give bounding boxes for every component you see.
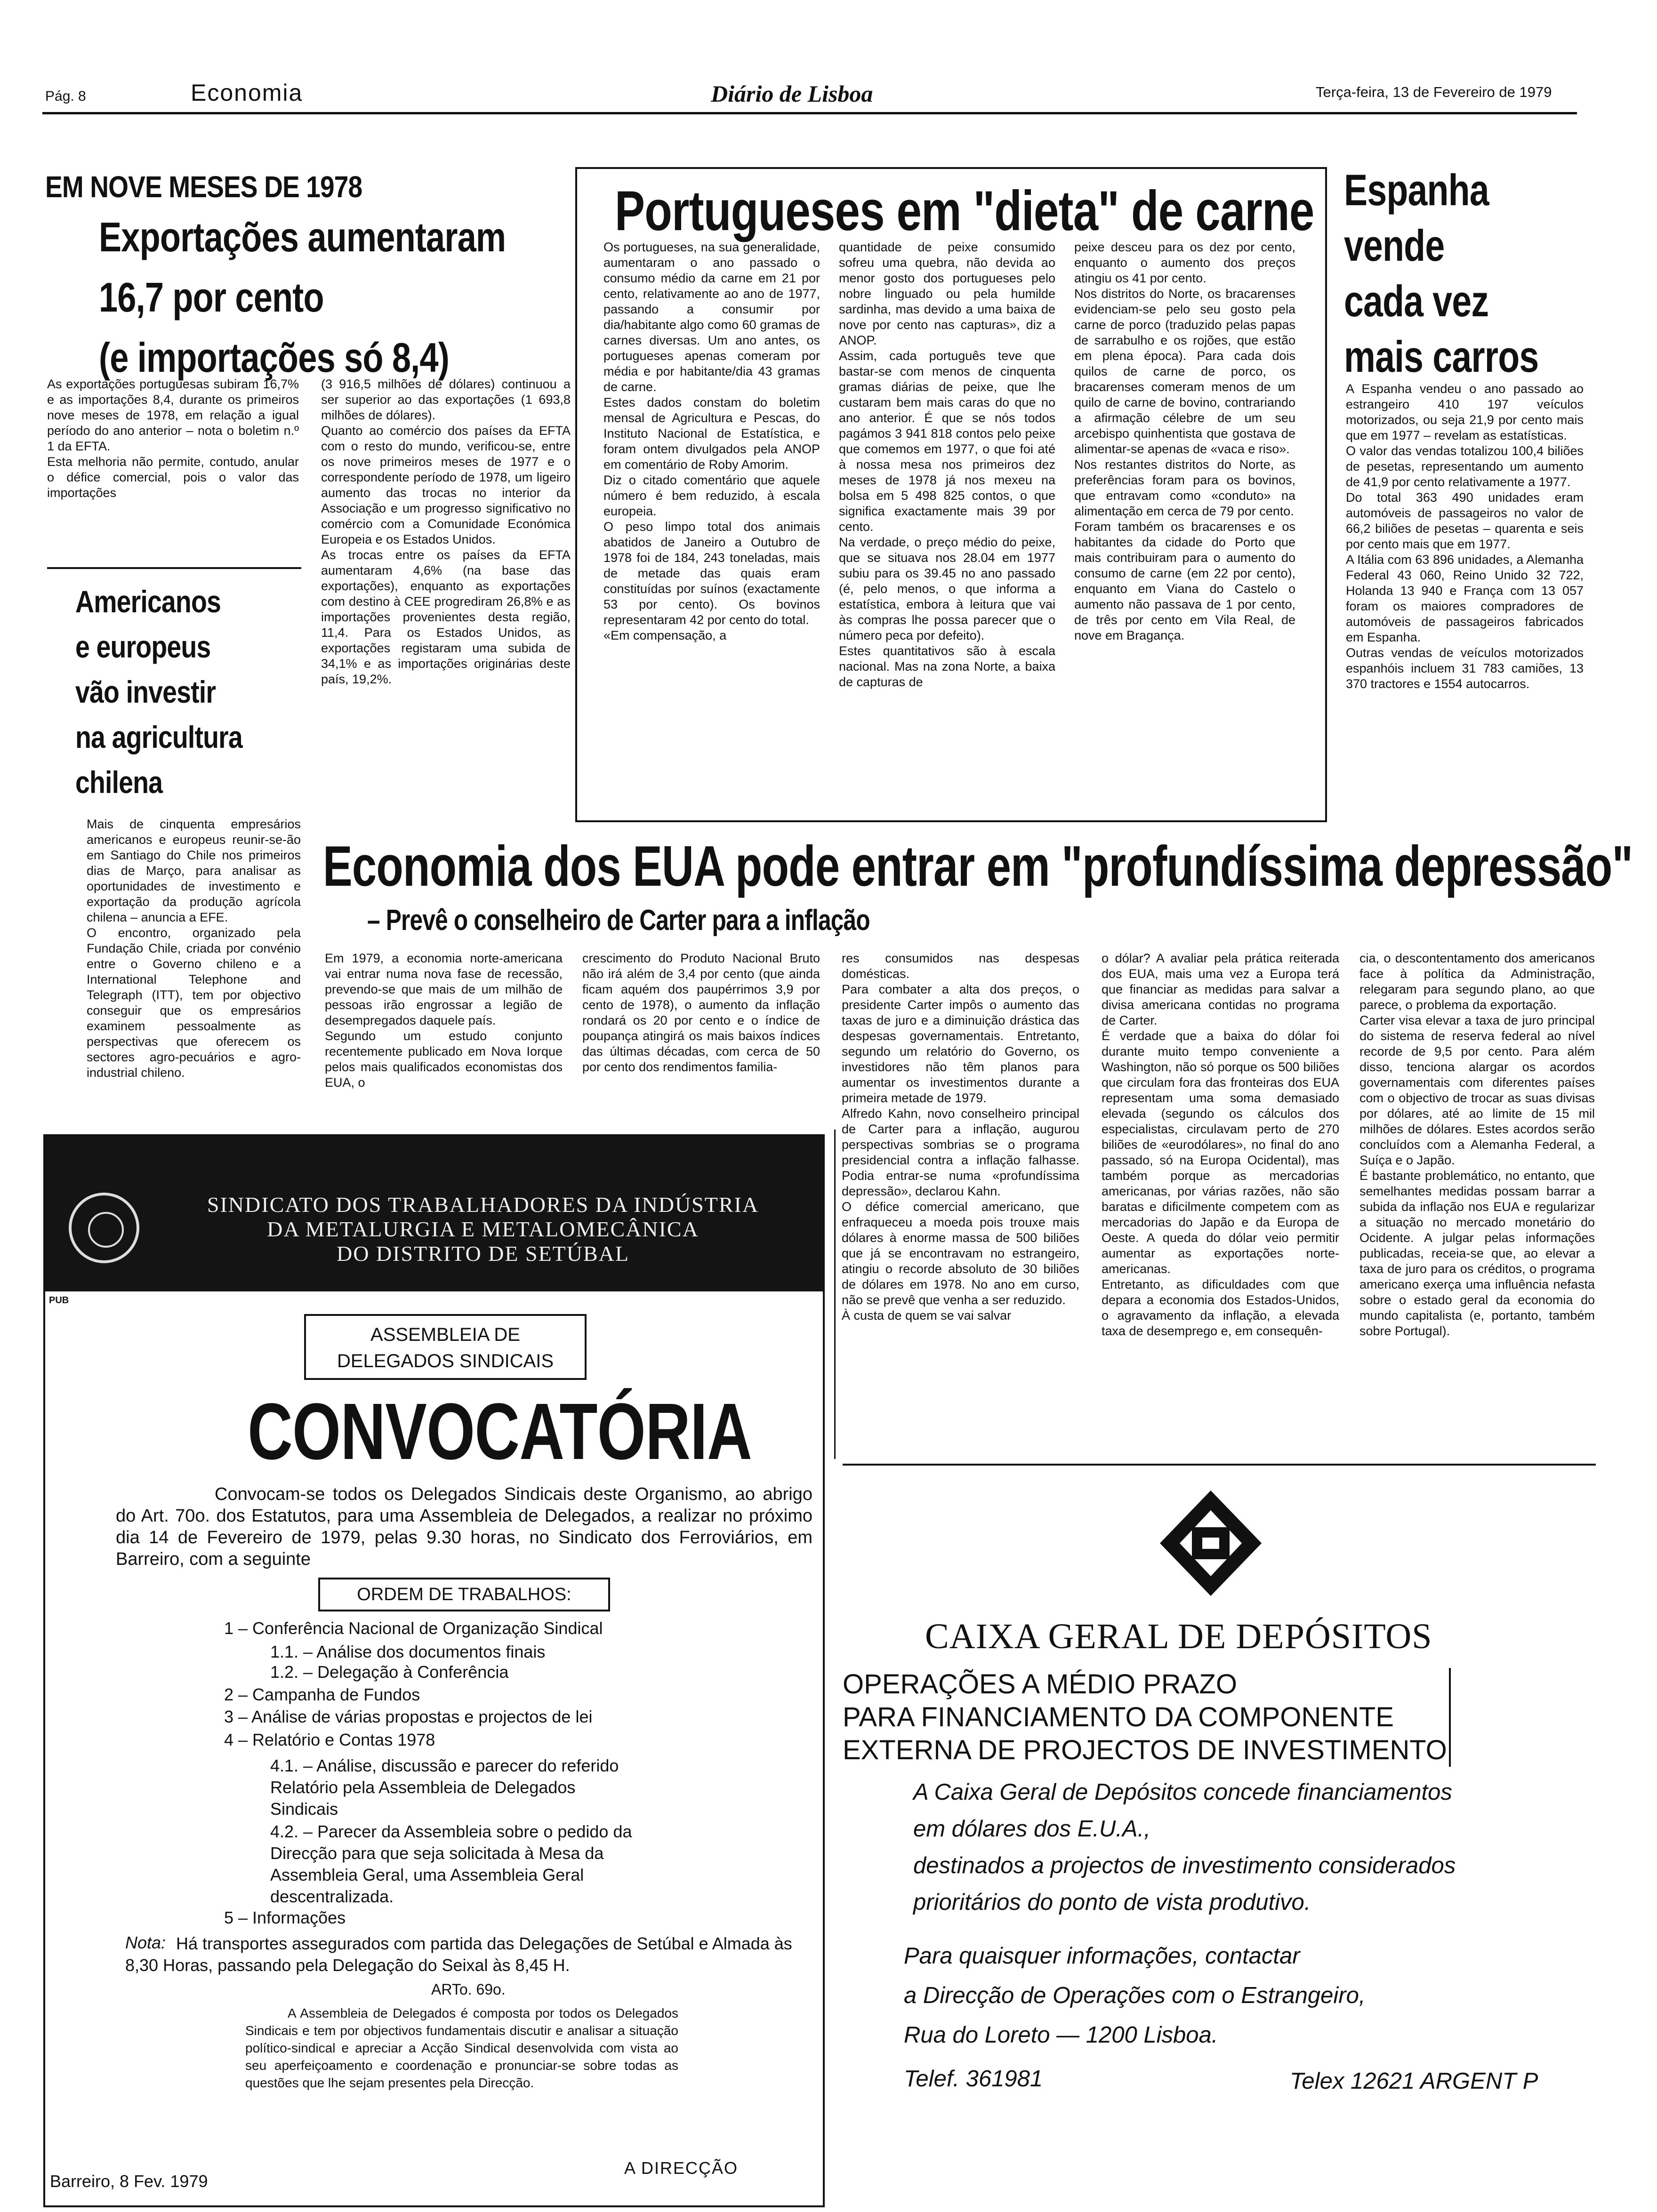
exports-divider: [47, 567, 301, 569]
signature: A DIRECÇÃO: [624, 2158, 739, 2178]
americans-headline: Americanos e europeus vão investir na agricultura chilena: [75, 584, 242, 800]
usa-column-1: Em 1979, a economia norte-americana vai entrar numa nova fase de recessão, prevendo-se que mais de um milhão de pessoas irão engrossar a legião de desempregados daquele país. Segundo um estudo conjunto recentemente publicado em Nova Iorque pelos mais qualificados economistas dos EUA, o: [325, 951, 563, 1090]
issue-date: Terça-feira, 13 de Fevereiro de 1979: [1316, 84, 1552, 100]
usa-column-3: res consumidos nas despesas domésticas. Para combater a alta dos preços, o presidente Carter impôs o aumento das taxas de juro e a diminuição drástica das despesas governamentais. Entretanto, segundo um relatório do Governo, os investidores não têm planos para aumentar os investimentos durante a primeira metade de 1979. Alfredo Kahn, novo conselheiro principal de Carter para a inflação, augurou perspectivas sombrias se o programa presidencial contra a inflação falhasse. Podia entrar-se numa «profundíssima depressão», declarou Kahn. O défice comercial americano, que enfraqueceu a moeda pois trouxe mais dólares à enorme massa de 500 biliões que já se encontravam no estrangeiro, atingiu o recorde absoluto de 30 biliões de dólares em 1978. No ano em curso, não se prevê que venha a ser reduzido. À custa de quem se vai salvar: [842, 951, 1079, 1322]
cgd-name: CAIXA GERAL DE DEPÓSITOS: [925, 1617, 1432, 1656]
note-label: Nota:: [125, 1933, 166, 1952]
agenda-item: 1 – Conferência Nacional de Organização Sindical: [224, 1619, 603, 1638]
usa-column-2: crescimento do Produto Nacional Bruto não irá além de 3,4 por cento (que ainda ficam aquém dos paupérrimos 3,9 por cento de 1978), o aumento da inflação rondará os 20 por cento e o índice de poupança atingirá os mais baixos índices das últimas décadas, com cerca de 50 por cento dos rendimentos familia-: [582, 951, 820, 1074]
usa-headline: Economia dos EUA pode entrar em "profundíssima depressão": [323, 834, 1633, 898]
cgd-headline: OPERAÇÕES A MÉDIO PRAZO PARA FINANCIAMENTO DA COMPONENTE EXTERNA DE PROJECTOS DE INVESTIMENTO: [843, 1668, 1451, 1767]
masthead: Diário de Lisboa: [711, 80, 873, 107]
exports-headline: Exportações aumentaram 16,7 por cento (e importações só 8,4): [99, 214, 506, 381]
exports-column-2: (3 916,5 milhões de dólares) continuou a ser superior ao das exportações (1 693,8 milhões de dólares). Quanto ao comércio dos países da EFTA com o resto do mundo, verificou-se, entre os nove primeiros meses de 1977 e o correspondente período de 1978, um ligeiro aumento das trocas no interior da Associação e um progresso significativo no comércio com a Comunidade Económica Europeia e os Estados Unidos. As trocas entre os países da EFTA aumentaram 4,6% (na base das exportações), enquanto as exportações com destino à CEE progrediram 26,8% e as importações provenientes desta região, 11,4. Para os Estados Unidos, as exportações registaram uma subida de 34,1% e as importações originárias deste país, 19,2%.: [321, 377, 571, 686]
agenda-item: 4 – Relatório e Contas 1978: [224, 1730, 435, 1749]
agenda-item: 1.1. – Análise dos documentos finais: [270, 1642, 546, 1661]
union-name: SINDICATO DOS TRABALHADORES DA INDÚSTRIA DA METALURGIA E METALOMECÂNICA DO DISTRITO DE SETÚBAL: [207, 1193, 759, 1266]
americans-body: Mais de cinquenta empresários americanos e europeus reunir-se-ão em Santiago do Chile nos primeiros dias de Março, para analisar as oportunidades de investimento e exportação da produção agrícola chilena – anuncia a EFE. O encontro, organizado pela Fundação Chile, criada por convénio entre o Governo chileno e a International Telephone and Telegraph (ITT), tem por objectivo conseguir que os empresários examinem pessoalmente as perspectivas que oferecem os sectores agro-pecuários e agro-industrial chileno.: [87, 817, 301, 1080]
union-banner: [45, 1136, 823, 1291]
agenda-item: 4.1. – Análise, discussão e parecer do referido Relatório pela Assembleia de Delegados Sindicais: [270, 1756, 619, 1819]
pub-label: PUB: [49, 1295, 69, 1306]
usa-subtitle: – Prevê o conselheiro de Carter para a inflação: [367, 904, 870, 937]
agenda-item: 5 – Informações: [224, 1908, 346, 1927]
exports-kicker: EM NOVE MESES DE 1978: [45, 170, 362, 204]
cgd-logo-icon: [1154, 1487, 1267, 1600]
column-rule: [834, 1130, 836, 1459]
article-69-title: ARTo. 69o.: [431, 1981, 506, 1998]
place-date: Barreiro, 8 Fev. 1979: [50, 2172, 208, 2191]
cgd-telex: Telex 12621 ARGENT P: [1290, 2068, 1538, 2094]
agenda-item: 2 – Campanha de Fundos: [224, 1685, 420, 1704]
union-ad: [43, 1134, 825, 2207]
exports-column-1: As exportações portuguesas subiram 16,7% e as importações 8,4, durante os primeiros nove meses de 1978, em relação a igual período do ano anterior – nota o boletim n.º 1 da EFTA. Esta melhoria não permite, contudo, anular o défice comercial, pois o valor das importações: [47, 377, 299, 500]
usa-column-4: o dólar? A avaliar pela prática reiterada dos EUA, mais uma vez a Europa terá que financiar as medidas para salvar a divisa americana contidas no programa de Carter. É verdade que a baixa do dólar foi durante muito tempo conveniente a Washington, não só porque os 500 biliões que circulam fora das fronteiras dos EUA representam uma soma demasiado elevada (segundo os cálculos dos especialistas, circulavam perto de 270 biliões de «eurodólares», no final do ano passado, só na Europa Ocidental), mas também porque as mercadorias americanas, por várias razões, não são baratas e dificilmente competem com as mercadorias do Japão e da Europa de Oeste. A queda do dólar veio permitir aumentar as exportações norte-americanas. Entretanto, as dificuldades com que depara a economia dos Estados-Unidos, o agravamento da inflação, a elevada taxa de desemprego e, em consequên-: [1102, 951, 1339, 1338]
assembly-box: ASSEMBLEIA DE DELEGADOS SINDICAIS: [304, 1314, 587, 1380]
agenda-item: 1.2. – Delegação à Conferência: [270, 1662, 509, 1682]
diet-column-3: peixe desceu para os dez por cento, enquanto o aumento dos preços atingiu os 41 por cento. Nos distritos do Norte, os bracarenses evidenciam-se pelo seu gosto pela carne de porco (traduzido pelas papas de sarrabulho e os rojões, que estão em plena época). Para cada dois quilos de carne de porco, os bracarenses comeram menos de um quilo de carne de bovino, contrariando a afirmação célebre de um seu arcebispo quinhentista que gostava de alimentar-se apenas de «vaca e riso». Nos restantes distritos do Norte, as preferências foram para os bovinos, que entravam como «conduto» na alimentação em cerca de 79 por cento. Foram também os bracarenses e os habitantes da cidade do Porto que mais contribuiram para o aumento do consumo de carne (em 22 por cento), enquanto em Viana do Castelo o aumento não passava de 1 por cento, de três por cento em Vila Real, de nove em Bragança.: [1074, 240, 1295, 642]
section-name: Economia: [191, 80, 303, 106]
article-69-text: A Assembleia de Delegados é composta por todos os Delegados Sindicais e tem por objectivos fundamentais discutir e analisar a situação político-sindical e apreciar a Acção Sindical desenvolvida com vista ao seu aperfeiçoamento e coordenação e pronunciar-se sobre todas as questões que lhe sejam presentes pela Direcção.: [245, 2006, 678, 2090]
header-rule: [42, 112, 1577, 114]
union-emblem-icon: [69, 1193, 139, 1263]
cgd-contact: Para quaisquer informações, contactar a Direcção de Operações com o Estrangeiro, Rua do Loreto — 1200 Lisboa.: [904, 1943, 1366, 2048]
agenda-item: 3 – Análise de várias propostas e projectos de lei: [224, 1707, 593, 1726]
spain-headline: Espanha vende cada vez mais carros: [1344, 165, 1539, 381]
cgd-phone: Telef. 361981: [904, 2066, 1043, 2092]
convocatoria-title: CONVOCATÓRIA: [248, 1387, 752, 1476]
diet-article-box: [575, 167, 1327, 822]
americans-article: [42, 574, 311, 1130]
cgd-ad: [843, 1464, 1596, 2207]
usa-column-5: cia, o descontentamento dos americanos face à política da Administração, relegaram para segundo plano, ao que parece, o problema da exportação. Carter visa elevar a taxa de juro principal do sistema de reserva federal ao nível recorde de 9,5 por cento. Para além disso, tenciona alargar os acordos governamentais com diferentes países com o objectivo de trocar as suas divisas por dólares, até ao limite de 15 mil milhões de dólares. Estes acordos serão concluídos com a Alemanha Federal, a Suíça e o Japão. É bastante problemático, no entanto, que semelhantes medidas possam barrar a subida da inflação nos EUA e regularizar a situação no mercado monetário do Ocidente. A julgar pelas informações publicadas, receia-se que, ao elevar a taxa de juro para os créditos, o programa americano exerça uma influência nefasta sobre o estado geral da economia do mundo capitalista (e, portanto, também sobre Portugal).: [1359, 951, 1595, 1338]
diet-column-1: Os portugueses, na sua generalidade, aumentaram o ano passado o consumo médio da carne em 21 por cento, relativamente ao ano de 1977, passando a consumir por dia/habitante algo como 60 gramas de carnes diversas. Um ano antes, os portugueses apenas comeram por média e por habitante/dia 43 gramas de carne. Estes dados constam do boletim mensal de Agricultura e Pescas, do Instituto Nacional de Estatística, e foram ontem divulgados pela ANOP em comentário de Roby Amorim. Diz o citado comentário que aquele número é bem reduzido, à escala europeia. O peso limpo total dos animais abatidos de Janeiro a Outubro de 1978 foi de 184, 243 toneladas, mais de metade das quais eram constituídas por suínos (exactamente 53 por cento). Os bovinos representaram 42 por cento do total. «Em compensação, a: [603, 240, 820, 642]
spain-article: [1339, 162, 1589, 821]
agenda-title: ORDEM DE TRABALHOS:: [318, 1578, 610, 1611]
page-number: Pág. 8: [45, 88, 86, 104]
agenda-item: 4.2. – Parecer da Assembleia sobre o pedido da Direcção para que seja solicitada à Mesa da Assembleia Geral, uma Assembleia Geral descentralizada.: [270, 1822, 632, 1906]
transport-note: Há transportes assegurados com partida das Delegações de Setúbal e Almada às 8,30 Horas, passando pela Delegação do Seixal às 8,45 H.: [125, 1934, 792, 1975]
convocation-intro: Convocam-se todos os Delegados Sindicais deste Organismo, ao abrigo do Art. 70o. dos Estatutos, para uma Assembleia de Delegados, a realizar no próximo dia 14 de Fevereiro de 1979, pelas 9.30 horas, no Sindicato dos Ferroviários, em Barreiro, com a seguinte: [116, 1484, 812, 1569]
diet-headline: Portugueses em "dieta" de carne: [615, 179, 1314, 242]
cgd-offer: A Caixa Geral de Depósitos concede financiamentos em dólares dos E.U.A., destinados a projectos de investimento considerados prioritários do ponto de vista produtivo.: [913, 1779, 1456, 1915]
diet-column-2: quantidade de peixe consumido sofreu uma quebra, não devida ao menor gosto dos portugueses pelo nobre linguado ou pela humilde sardinha, mas devido a uma baixa de nove por cento nas capturas», diz a ANOP. Assim, cada português teve que bastar-se com menos de cinquenta gramas diárias de peixe, que lhe custaram bem mais caras do que no ano anterior. É que se nós todos pagámos 3 941 818 contos pelo peixe que comemos em 1977, o que foi até à nossa mesa nos primeiros dez meses de 1978 já nos mexeu na bolsa em 5 498 825 contos, o que significa exactamente mais 39 por cento. Na verdade, o preço médio do peixe, que se situava nos 28.04 em 1977 subiu para os 39.45 no ano passado (é, pelo menos, o que informa a estatística, embora à leitura que vai às compras lhe possa parecer que o número peca por defeito). Estes quantitativos são à escala nacional. Mas na zona Norte, a baixa de capturas de: [839, 240, 1055, 689]
spain-body: A Espanha vendeu o ano passado ao estrangeiro 410 197 veículos motorizados, ou seja 21,9 por cento mais que em 1977 – revelam as estatísticas. O valor das vendas totalizou 100,4 biliões de pesetas, representando um aumento de 41,9 por cento relativamente a 1977. Do total 363 490 unidades eram automóveis de passageiros no valor de 66,2 biliões de pesetas – quarenta e seis por cento mais que em 1977. A Itália com 63 896 unidades, a Alemanha Federal 43 060, Reino Unido 32 722, Holanda 13 940 e França com 13 057 foram os maiores compradores de automóveis de passageiros fabricados em Espanha. Outras vendas de veículos motorizados espanhóis incluem 31 783 camiões, 13 370 tractores e 1554 autocarros.: [1346, 382, 1584, 691]
